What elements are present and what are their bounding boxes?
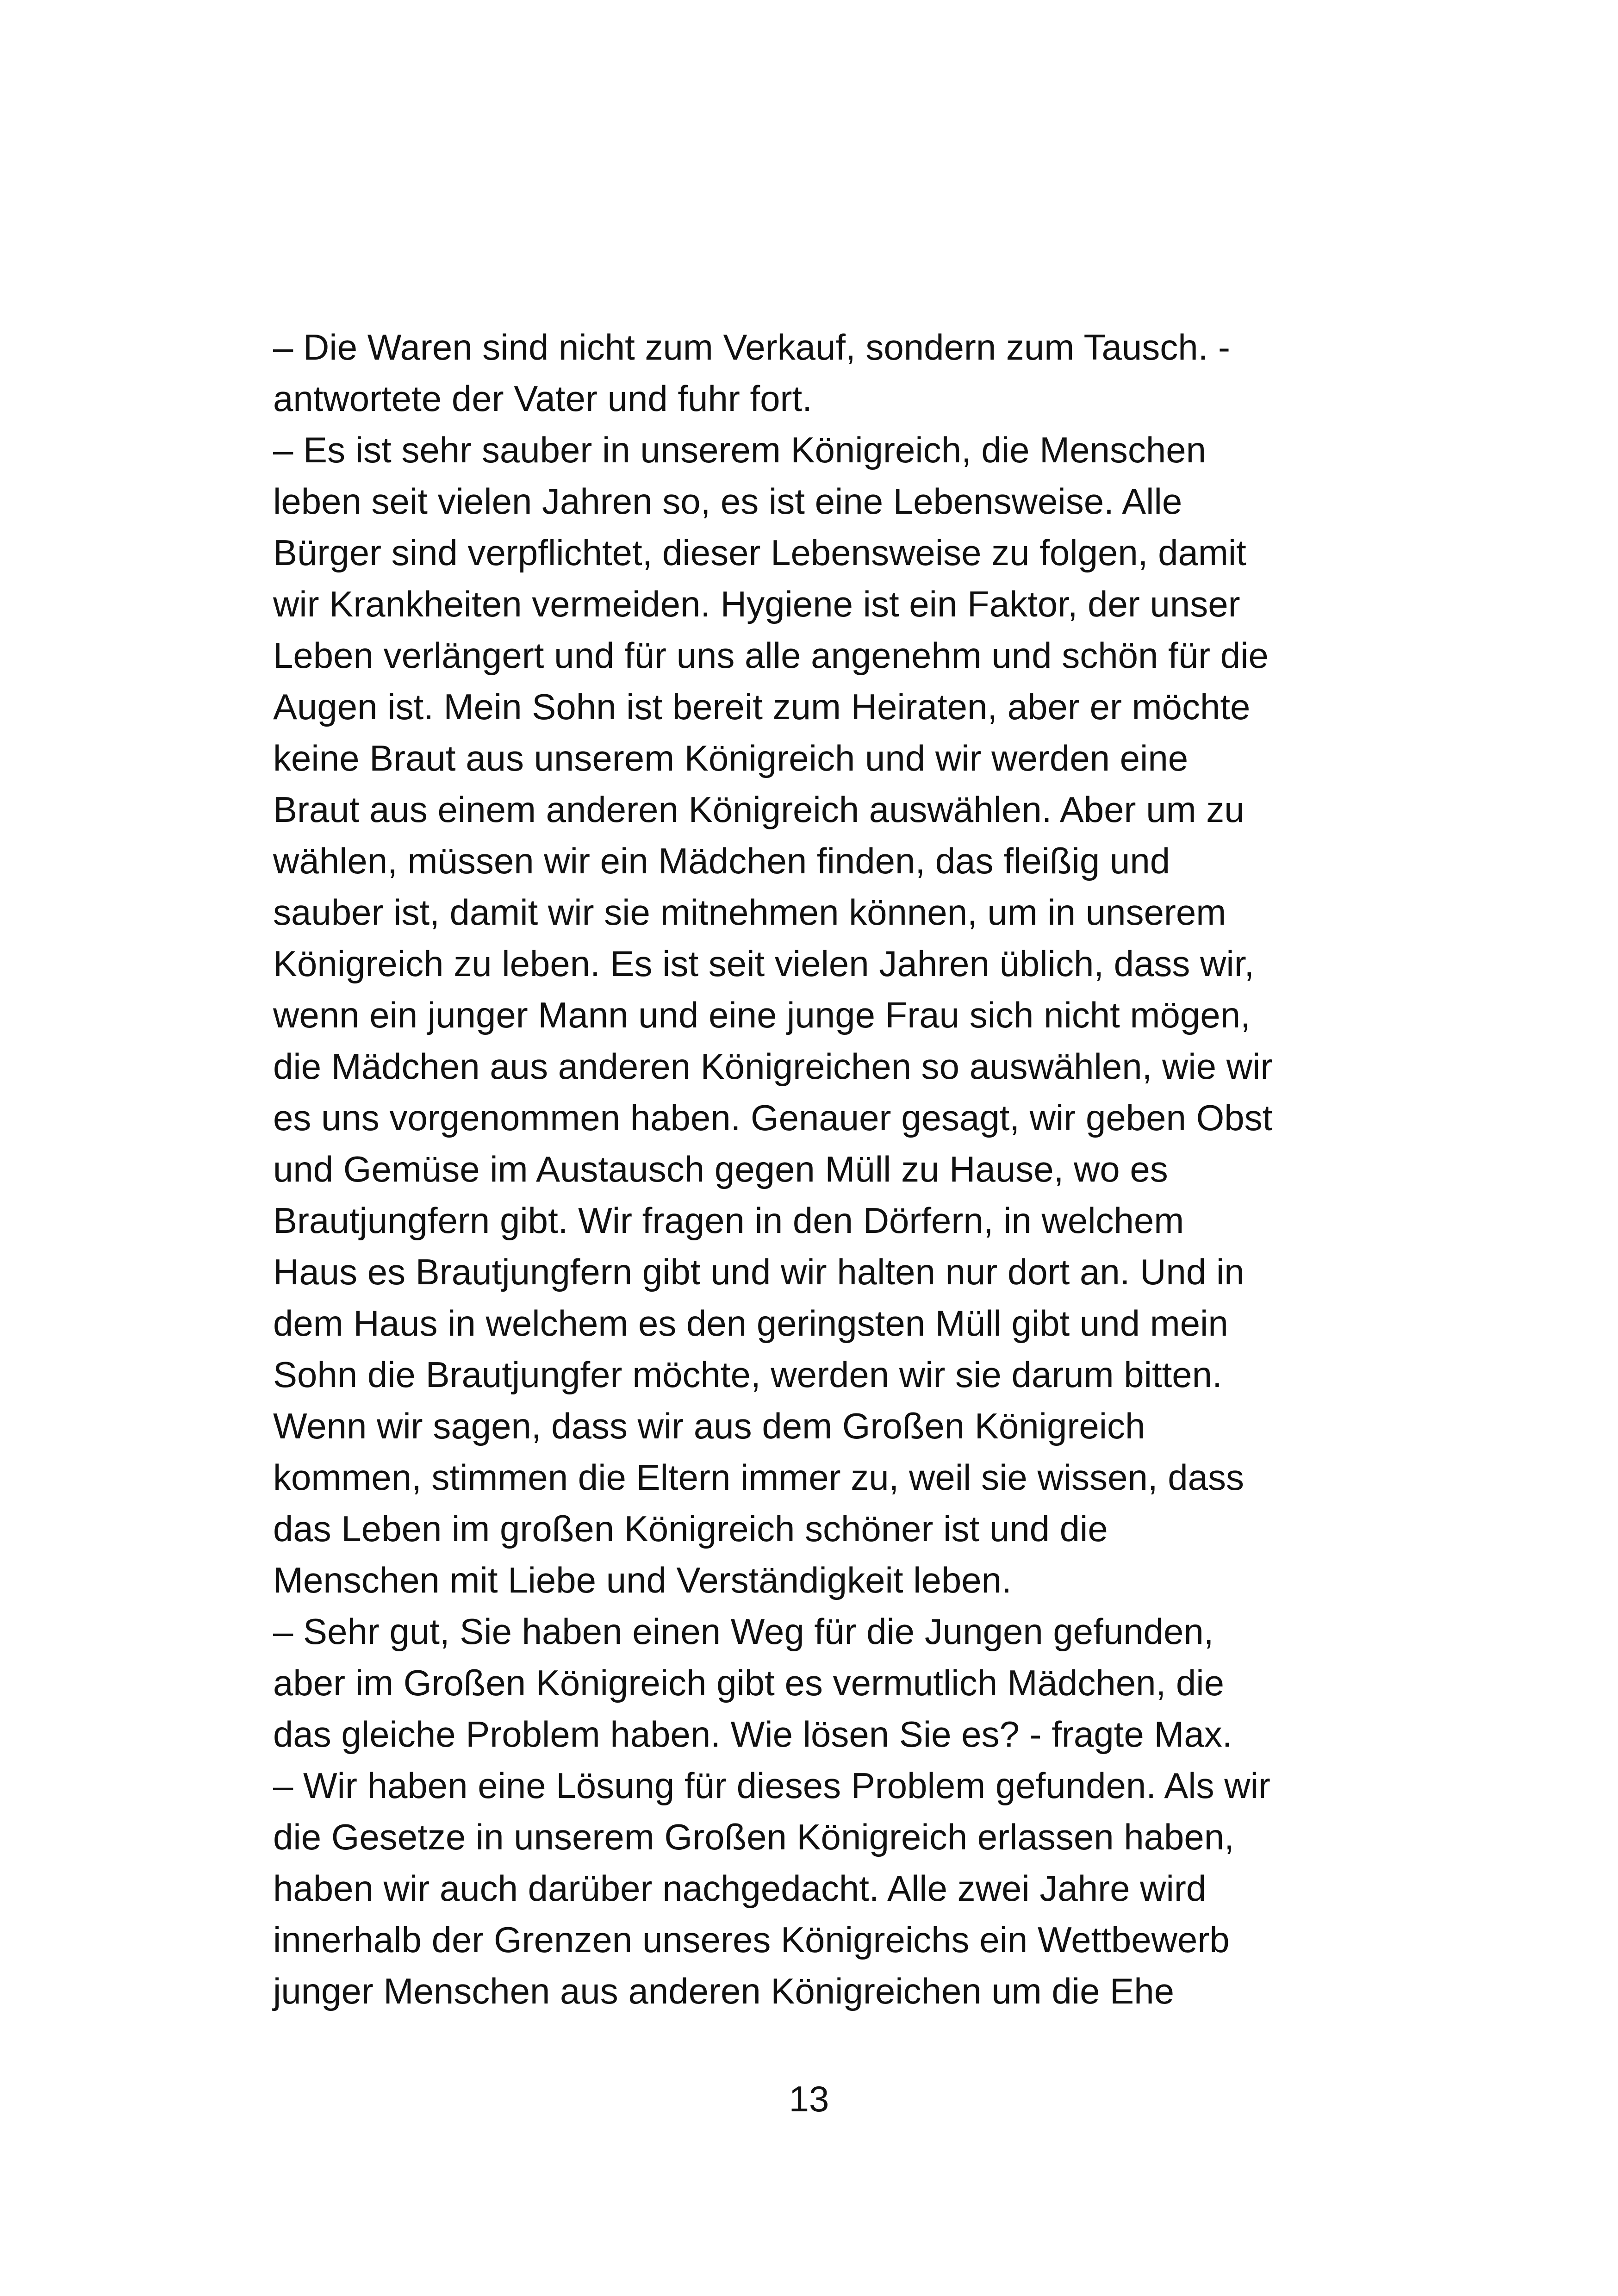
text-line: die Gesetze in unserem Großen Königreich erlassen haben, [273,1817,1234,1857]
text-line: Königreich zu leben. Es ist seit vielen Jahren üblich, dass wir, [273,943,1255,984]
text-line: die Mädchen aus anderen Königreichen so auswählen, wie wir [273,1046,1273,1087]
text-line: wenn ein junger Mann und eine junge Frau sich nicht mögen, [273,995,1251,1035]
text-line: wählen, müssen wir ein Mädchen finden, das fleißig und [273,840,1170,881]
text-line: leben seit vielen Jahren so, es ist eine Lebensweise. Alle [273,481,1182,522]
text-line: das Leben im großen Königreich schöner ist und die [273,1508,1108,1549]
text-line: Haus es Brautjungfern gibt und wir halten nur dort an. Und in [273,1251,1245,1292]
text-line: Wenn wir sagen, dass wir aus dem Großen Königreich [273,1406,1145,1446]
text-line: kommen, stimmen die Eltern immer zu, weil sie wissen, dass [273,1457,1244,1498]
text-line: aber im Großen Königreich gibt es vermutlich Mädchen, die [273,1662,1224,1703]
text-line: – Wir haben eine Lösung für dieses Problem gefunden. Als wir [273,1765,1270,1806]
text-line: und Gemüse im Austausch gegen Müll zu Hause, wo es [273,1149,1168,1189]
text-line: innerhalb der Grenzen unseres Königreichs ein Wettbewerb [273,1919,1230,1960]
text-line: Sohn die Brautjungfer möchte, werden wir sie darum bitten. [273,1354,1222,1395]
text-line: es uns vorgenommen haben. Genauer gesagt, wir geben Obst [273,1097,1273,1138]
text-line: Brautjungfern gibt. Wir fragen in den Dörfern, in welchem [273,1200,1184,1241]
text-line: – Sehr gut, Sie haben einen Weg für die Jungen gefunden, [273,1611,1214,1652]
page-number: 13 [789,2078,829,2119]
text-line: Menschen mit Liebe und Verständigkeit leben. [273,1560,1012,1600]
body-text [273,322,1393,2017]
text-line: Leben verlängert und für uns alle angenehm und schön für die [273,635,1269,676]
text-line: haben wir auch darüber nachgedacht. Alle zwei Jahre wird [273,1868,1207,1909]
text-line: Bürger sind verpflichtet, dieser Lebensweise zu folgen, damit [273,532,1246,573]
text-line: sauber ist, damit wir sie mitnehmen können, um in unserem [273,892,1226,933]
text-line: – Die Waren sind nicht zum Verkauf, sondern zum Tausch. - [273,327,1230,367]
text-line: Braut aus einem anderen Königreich auswählen. Aber um zu [273,789,1245,830]
text-line: – Es ist sehr sauber in unserem Königreich, die Menschen [273,429,1207,470]
text-line: antwortete der Vater und fuhr fort. [273,378,812,419]
text-line: Augen ist. Mein Sohn ist bereit zum Heiraten, aber er möchte [273,686,1251,727]
text-line: junger Menschen aus anderen Königreichen um die Ehe [273,1971,1174,2011]
text-line: das gleiche Problem haben. Wie lösen Sie es? - fragte Max. [273,1714,1232,1755]
text-line: keine Braut aus unserem Königreich und wir werden eine [273,738,1189,778]
text-line: wir Krankheiten vermeiden. Hygiene ist ein Faktor, der unser [273,584,1240,624]
text-line: dem Haus in welchem es den geringsten Müll gibt und mein [273,1303,1228,1344]
